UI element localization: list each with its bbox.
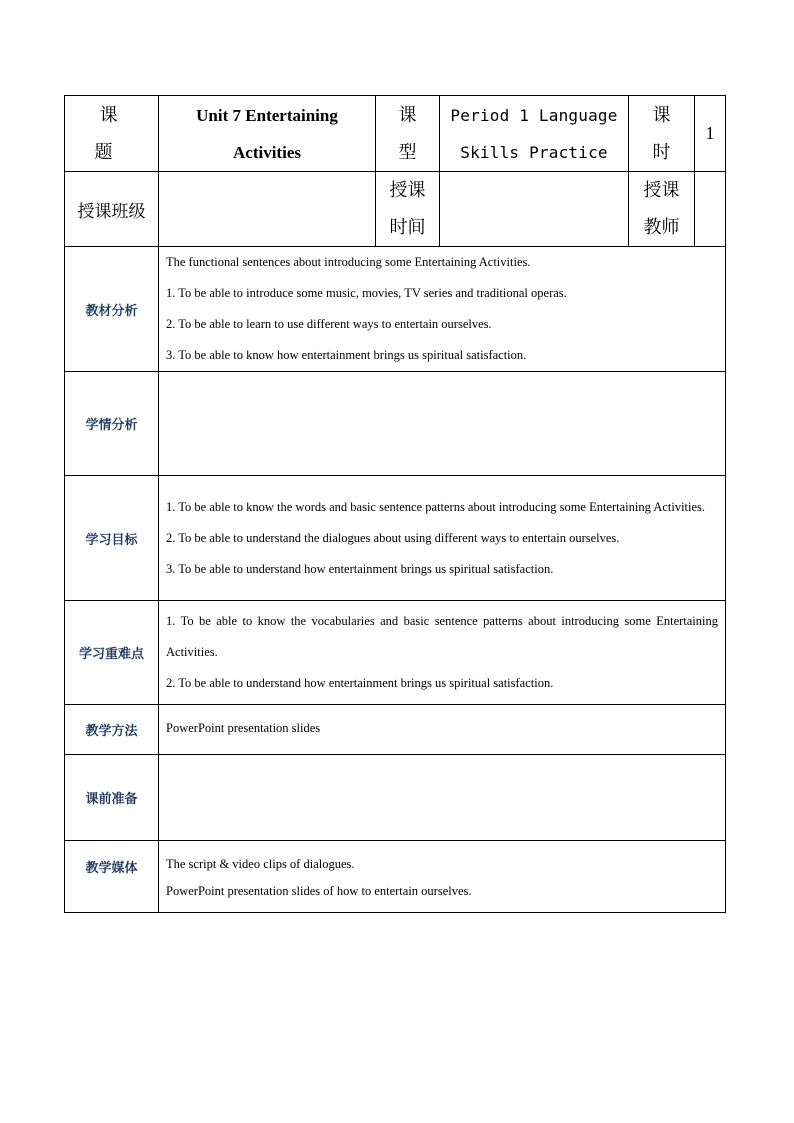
unit-title-line1: Unit 7 Entertaining	[196, 105, 338, 125]
media-row	[65, 841, 726, 913]
preparation-label-cell	[65, 755, 159, 841]
key-points-label: 学习重难点	[78, 647, 144, 662]
teacher-label-cell	[629, 172, 695, 247]
class-label: 授课班级	[77, 201, 146, 222]
key-points-row	[65, 601, 726, 705]
time-label-1: 授课	[389, 180, 426, 200]
teacher-label-2: 教师	[643, 217, 680, 237]
students-row	[65, 372, 726, 476]
method-line: PowerPoint presentation slides	[166, 721, 321, 735]
methods-content	[159, 705, 726, 755]
methods-label-cell	[65, 705, 159, 755]
media-label-cell	[65, 841, 159, 913]
teacher-value-cell[interactable]	[695, 172, 726, 247]
header-row-1	[65, 96, 726, 172]
preparation-row	[65, 755, 726, 841]
objectives-label-cell	[65, 476, 159, 601]
objectives-row	[65, 476, 726, 601]
period-line1: Period 1 Language	[450, 105, 618, 125]
topic-label: 课 题	[94, 104, 134, 162]
topic-label-cell	[65, 96, 159, 172]
material-line: 3. To be able to know how entertainment brings us spiritual satisfaction.	[166, 348, 527, 362]
material-line: 1. To be able to introduce some music, movies, TV series and traditional operas.	[166, 286, 567, 300]
objectives-content	[159, 476, 726, 601]
students-label: 学情分析	[85, 418, 138, 433]
material-line: 2. To be able to learn to use different ways to entertain ourselves.	[166, 317, 492, 331]
class-label-cell	[65, 172, 159, 247]
unit-title-line2: Activities	[233, 142, 301, 162]
lesson-type-label-cell	[376, 96, 440, 172]
objectives-label: 学习目标	[85, 532, 138, 548]
key-points-label-cell	[65, 601, 159, 705]
time-label-2: 时间	[389, 217, 426, 237]
students-content[interactable]	[159, 372, 726, 476]
media-line: PowerPoint presentation slides of how to entertain ourselves.	[166, 884, 472, 898]
methods-label: 教学方法	[85, 724, 138, 739]
lesson-type-label-2: 型	[398, 141, 417, 162]
teacher-label-1: 授课	[643, 180, 680, 200]
objective-line: 2. To be able to understand the dialogues about using different ways to entertain ourselves.	[166, 530, 620, 545]
preparation-label: 课前准备	[85, 792, 138, 807]
period-cell	[440, 96, 629, 172]
hours-label-cell	[629, 96, 695, 172]
preparation-content[interactable]	[159, 755, 726, 841]
hours-label-1: 课	[652, 104, 671, 125]
key-points-content	[159, 601, 726, 705]
key-point-line: 2. To be able to understand how entertainment brings us spiritual satisfaction.	[166, 676, 554, 690]
material-line: The functional sentences about introducing some Entertaining Activities.	[166, 255, 531, 269]
media-content	[159, 841, 726, 913]
media-label: 教学媒体	[85, 861, 138, 876]
lesson-type-label-1: 课	[398, 104, 417, 125]
time-label-cell	[376, 172, 440, 247]
hours-value-cell	[695, 96, 726, 172]
media-line: The script & video clips of dialogues.	[166, 857, 355, 871]
hours-label-2: 时	[652, 141, 671, 162]
material-content	[159, 247, 726, 372]
material-row	[65, 247, 726, 372]
class-value-cell[interactable]	[159, 172, 376, 247]
header-row-2	[65, 172, 726, 247]
material-label-cell	[65, 247, 159, 372]
key-point-line: 1. To be able to know the vocabularies and basic sentence patterns about introducing some Entertaining Activities.	[166, 614, 718, 659]
unit-title-cell	[159, 96, 376, 172]
objective-line: 3. To be able to understand how entertainment brings us spiritual satisfaction.	[166, 561, 554, 576]
methods-row	[65, 705, 726, 755]
students-label-cell	[65, 372, 159, 476]
material-label: 教材分析	[85, 303, 138, 319]
period-line2: Skills Practice	[460, 142, 608, 162]
hours-value: 1	[705, 123, 715, 143]
objective-line: 1. To be able to know the words and basic sentence patterns about introducing some Entertaining Activities.	[166, 499, 706, 514]
time-value-cell[interactable]	[440, 172, 629, 247]
lesson-plan-table	[64, 95, 726, 913]
